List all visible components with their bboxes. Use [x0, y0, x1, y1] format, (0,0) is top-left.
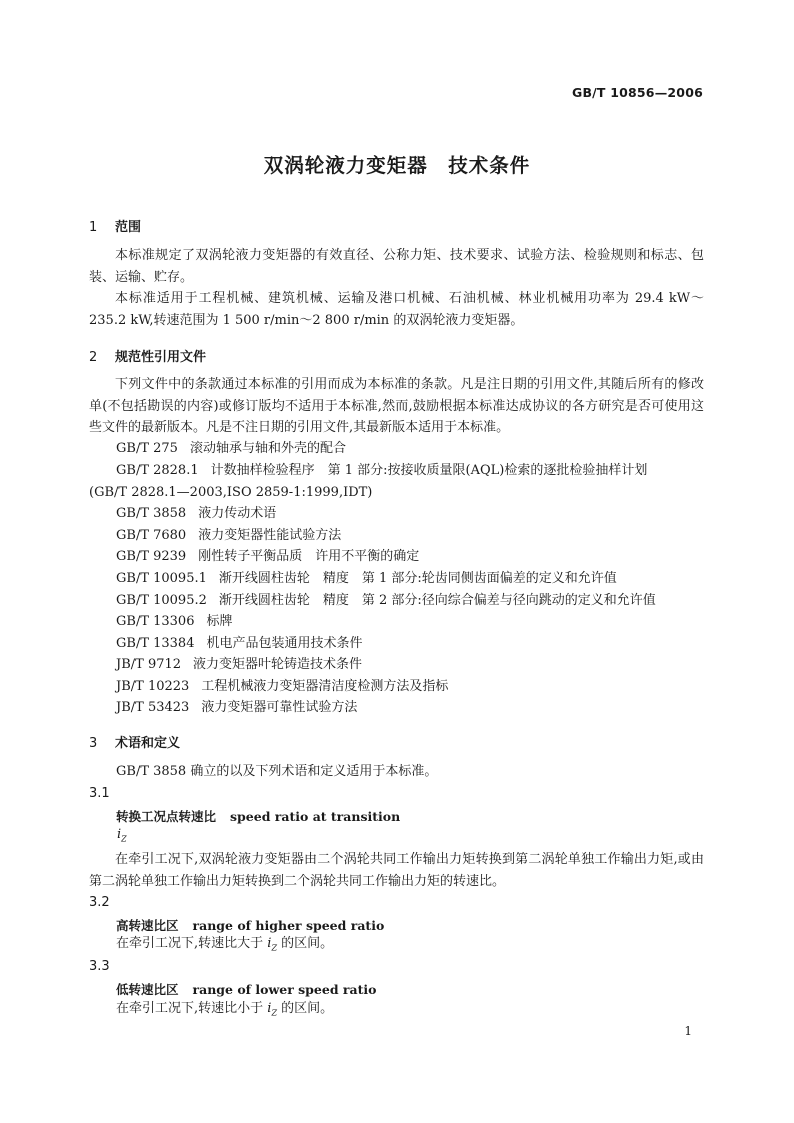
term-definition: [116, 998, 333, 1024]
clause-number: 3.3: [89, 959, 110, 974]
reference-title: 刚性转子平衡品质 许用不平衡的确定: [198, 549, 420, 564]
term-symbol: [117, 827, 127, 844]
reference-item: [116, 503, 276, 525]
reference-title: 液力变矩器性能试验方法: [198, 528, 342, 543]
term-chinese: 高转速比区: [116, 918, 179, 933]
reference-item: [116, 546, 419, 568]
reference-item: [116, 525, 341, 547]
section-number: 3: [89, 736, 98, 751]
section-number: 1: [89, 220, 98, 235]
symbol-base: i: [267, 936, 272, 951]
term-definition: 在牵引工况下,双涡轮液力变矩器由二个涡轮共同工作输出力矩转换到第二涡轮单独工作输出力矩,或由第二涡轮单独工作输出力矩转换到二个涡轮共同工作输出力矩的转速比。: [89, 852, 704, 889]
term-definition: [116, 933, 333, 959]
section-title: 规范性引用文件: [115, 350, 207, 365]
clause-number: 3.1: [89, 786, 110, 801]
symbol-base: i: [267, 1001, 272, 1016]
reference-title: 液力传动术语: [198, 506, 277, 521]
reference-item: [116, 654, 362, 676]
standard-number: GB/T 10856—2006: [571, 85, 703, 100]
reference-code: GB/T 10095.1: [116, 571, 207, 586]
reference-title: 液力变矩器叶轮铸造技术条件: [193, 657, 363, 672]
symbol-subscript: Z: [271, 1008, 278, 1018]
section-number: 2: [89, 350, 98, 365]
reference-item: [116, 611, 233, 633]
section-title: 术语和定义: [115, 736, 181, 751]
reference-code: GB/T 13384: [116, 636, 195, 651]
definition-text: 的区间。: [281, 936, 334, 951]
reference-code: GB/T 9239: [116, 549, 187, 564]
reference-code: GB/T 13306: [116, 614, 195, 629]
reference-title: 液力变矩器可靠性试验方法: [201, 700, 358, 715]
reference-item: [116, 460, 647, 482]
term-heading: [116, 807, 400, 825]
reference-code: JB/T 9712: [116, 657, 182, 672]
term-english: range of higher speed ratio: [192, 918, 385, 933]
reference-title: 渐开线圆柱齿轮 精度 第 1 部分:轮齿同侧齿面偏差的定义和允许值: [218, 571, 617, 586]
reference-code: GB/T 10095.2: [116, 593, 207, 608]
section-1-heading: [89, 216, 141, 235]
reference-item: [116, 676, 448, 698]
reference-item: [116, 633, 363, 655]
reference-item: [116, 697, 357, 719]
reference-item: [116, 568, 617, 590]
document-title: 双涡轮液力变矩器 技术条件: [263, 154, 531, 177]
section-1-paragraph-2: 本标准适用于工程机械、建筑机械、运输及港口机械、石油机械、林业机械用功率为 29.4 kW～235.2 kW,转速范围为 1 500 r/min～2 800 r/min 的双涡轮液力变矩器。: [89, 291, 704, 328]
reference-code: JB/T 53423: [116, 700, 190, 715]
reference-code: GB/T 7680: [116, 528, 187, 543]
definition-text: 的区间。: [281, 1001, 334, 1016]
term-chinese: 低转速比区: [116, 982, 179, 997]
clause-number: 3.2: [89, 895, 110, 910]
reference-item: [116, 590, 656, 612]
reference-title: 机电产品包装通用技术条件: [206, 636, 363, 651]
reference-title: 滚动轴承与轴和外壳的配合: [189, 441, 346, 456]
term-chinese: 转换工况点转速比: [116, 809, 217, 824]
reference-continuation: (GB/T 2828.1—2003,ISO 2859-1:1999,IDT): [89, 485, 373, 500]
definition-text: 在牵引工况下,转速比小于: [116, 1001, 264, 1016]
section-3-intro: GB/T 3858 确立的以及下列术语和定义适用于本标准。: [116, 764, 438, 779]
symbol-base: i: [117, 827, 122, 842]
section-2-heading: [89, 346, 206, 365]
reference-title: 渐开线圆柱齿轮 精度 第 2 部分:径向综合偏差与径向跳动的定义和允许值: [218, 593, 656, 608]
section-1-paragraph-1: 本标准规定了双涡轮液力变矩器的有效直径、公称力矩、技术要求、试验方法、检验规则和标志、包装、运输、贮存。: [89, 248, 704, 285]
symbol-iz: [267, 1001, 277, 1016]
symbol-subscript: Z: [271, 943, 278, 953]
definition-text: 在牵引工况下,转速比大于: [116, 936, 264, 951]
section-title: 范围: [115, 220, 142, 235]
section-3-heading: [89, 732, 180, 751]
term-heading: [116, 916, 384, 934]
section-2-intro: 下列文件中的条款通过本标准的引用而成为本标准的条款。凡是注日期的引用文件,其随后所有的修改单(不包括勘误的内容)或修订版均不适用于本标准,然而,鼓励根据本标准达成协议的各方研究是否可使用这些文件的最新版本。凡是不注日期的引用文件,其最新版本适用于本标准。: [89, 377, 704, 435]
term-english: speed ratio at transition: [230, 809, 401, 824]
reference-code: GB/T 275: [116, 441, 178, 456]
symbol-iz: [267, 936, 277, 951]
term-english: range of lower speed ratio: [192, 982, 377, 997]
reference-title: 工程机械液力变矩器清洁度检测方法及指标: [201, 679, 449, 694]
term-heading: [116, 980, 376, 998]
reference-title: 计数抽样检验程序 第 1 部分:按接收质量限(AQL)检索的逐批检验抽样计划: [210, 463, 648, 478]
page-number: 1: [684, 1024, 692, 1038]
reference-title: 标牌: [206, 614, 233, 629]
reference-item: [116, 438, 346, 460]
reference-code: JB/T 10223: [116, 679, 190, 694]
reference-code: GB/T 3858: [116, 506, 187, 521]
reference-code: GB/T 2828.1: [116, 463, 199, 478]
symbol-subscript: Z: [121, 834, 127, 844]
